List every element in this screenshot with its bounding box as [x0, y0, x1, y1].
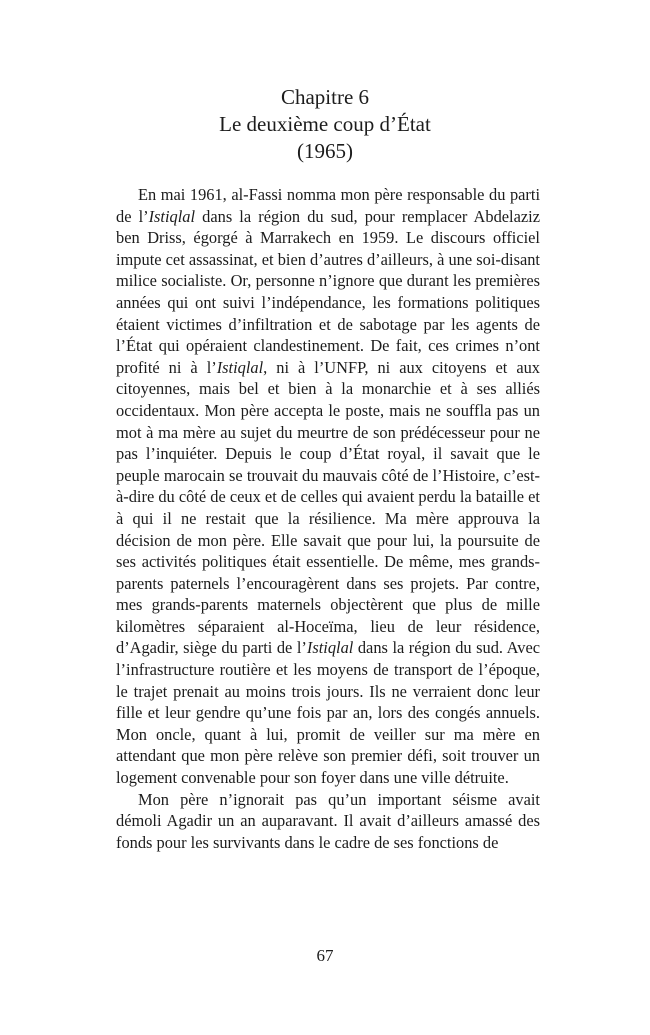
italic-term: Istiqlal — [306, 638, 354, 658]
chapter-title: Le deuxième coup d’État — [219, 112, 431, 136]
paragraph — [116, 184, 540, 789]
text-run: Mon père n’ignorait pas qu’un important séisme avait démoli Agadir un an auparavant. Il avait d’ailleurs amassé des fonds pour les survivants dans le cadre de ses fonctions de — [116, 789, 540, 852]
chapter-year: (1965) — [297, 139, 353, 163]
page-number: 67 — [316, 946, 334, 965]
text-run: dans la région du sud, pour remplacer Abdelaziz ben Driss, égorgé à Marrakech en 1959. Le discours officiel impute cet assassinat, et bien d’autres d’ailleurs, à une soi-disant milice socialiste. Or, personne n’ignore que durant les premières années qui ont suivi l’indépendance, les formations politiques étaient victimes d’infiltration et de sabotage par les agents de l’État qui opéraient clandestinement. De fait, ces crimes n’ont profité ni à l’ — [116, 206, 540, 377]
chapter-number: Chapitre 6 — [280, 85, 370, 109]
body-text — [116, 184, 540, 853]
text-run: , ni à l’UNFP, ni aux citoyens et aux citoyennes, mais bel et bien à la monarchie et à ses alliés occidentaux. Mon père accepta le poste, mais ne souffla pas un mot à ma mère au sujet du meurtre de son prédécesseur pour ne pas l’inquiéter. Depuis le coup d’État royal, il savait que le peuple marocain se trouvait du mauvais côté de l’Histoire, c’est-à-dire du côté de ceux et de celles qui avaient perdu la bataille et à qui il ne restait que la résilience. Ma mère approuva la décision de mon père. Elle savait que pour lui, la poursuite de ses activités politiques était essentielle. De même, mes grands-parents paternels l’encouragèrent dans ses projets. Par contre, mes grands-parents maternels objectèrent que plus de mille kilomètres séparaient al-Hoceïma, lieu de leur résidence, d’Agadir, siège du parti de l’ — [116, 357, 540, 658]
text-run: dans la région du sud. Avec l’infrastructure routière et les moyens de transport de l’époque, le trajet prenait au moins trois jours. Ils ne verraient donc leur fille et leur gendre qu’une fois par an, lors des congés annuels. Mon oncle, quant à lui, promit de veiller sur ma mère en attendant que mon père relève son premier défi, soit trouver un logement convenable pour son foyer dans une ville détruite. — [116, 638, 540, 788]
italic-term: Istiqlal — [148, 206, 196, 226]
paragraph — [116, 789, 540, 854]
text-run: En mai 1961, al-Fassi nomma mon père responsable du parti de l’ — [116, 185, 540, 226]
italic-term: Istiqlal — [216, 357, 264, 377]
chapter-heading — [0, 84, 650, 165]
